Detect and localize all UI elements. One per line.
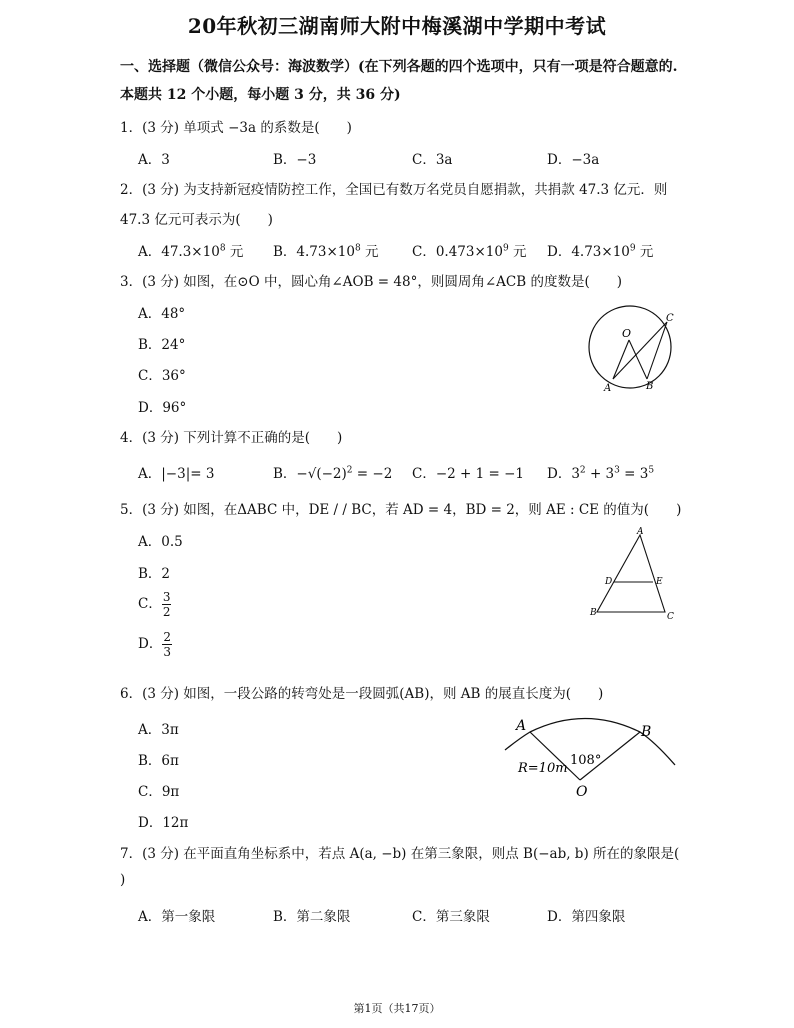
question-7-stem-line2: ) <box>120 872 126 888</box>
q4-option-d: D．$3^2 + 3^3 = 3^5$ <box>547 465 655 482</box>
q4-option-c: C．−2 + 1 = −1 <box>412 466 525 482</box>
q3-option-a: A．48° <box>138 306 186 322</box>
q3-label-b: B <box>646 381 654 392</box>
q3-option-d: D．96° <box>138 400 187 416</box>
q3-circle-figure <box>580 300 690 400</box>
q7-option-a: A．第一象限 <box>138 909 216 925</box>
q5-label-a: A <box>637 527 644 537</box>
question-2-stem-line1: 2．(3 分) 为支持新冠疫情防控工作，全国已有数万名党员自愿捐款，共捐款 47.3 亿元．则 <box>120 182 668 198</box>
q5-option-d: D． $\frac{2}{3}$ <box>138 630 171 659</box>
q1-option-c: C．3a <box>412 152 453 168</box>
q6-road-arc-figure <box>500 710 680 805</box>
q3-option-c: C．36° <box>138 368 186 384</box>
q6-option-b: B．6π <box>138 753 179 769</box>
q2-option-a: A．$47.3\times 10^8$ 元 <box>138 243 244 260</box>
q1-option-a: A．3 <box>138 152 170 168</box>
q3-label-o: O <box>622 327 632 340</box>
q2-option-d: D．$4.73\times 10^9$ 元 <box>547 243 654 260</box>
q5-label-c: C <box>667 612 674 622</box>
q5-label-b: B <box>590 608 597 618</box>
question-6-stem: 6．(3 分) 如图，一段公路的转弯处是一段圆弧(AB)，则 AB 的展直长度为( ) <box>120 686 604 702</box>
q4-option-b: B．$-√(-2)^2 = -2$ <box>273 465 393 482</box>
page-title: 20年秋初三湖南师大附中梅溪湖中学期中考试 <box>187 14 607 38</box>
section-heading-line1: 一、选择题（微信公众号：海波数学）(在下列各题的四个选项中，只有一项是符合题意的. <box>120 59 678 75</box>
q6-label-a: A <box>516 718 527 734</box>
q6-option-d: D．12π <box>138 815 189 831</box>
q6-label-o: O <box>576 784 588 800</box>
question-4-stem: 4．(3 分) 下列计算不正确的是( ) <box>120 430 343 446</box>
q5-option-c: C． $\frac{3}{2}$ <box>138 590 171 619</box>
q6-option-a: A．3π <box>138 722 179 738</box>
q7-option-c: C．第三象限 <box>412 909 490 925</box>
page-footer: 第1页（共17页） <box>353 1002 441 1015</box>
q2-option-c: C．$0.473\times 10^9$ 元 <box>412 243 527 260</box>
q5-triangle-figure <box>585 525 685 625</box>
section-heading-line2: 本题共 12 个小题，每小题 3 分，共 36 分) <box>120 87 401 103</box>
q5-option-a: A．0.5 <box>138 534 183 550</box>
q7-option-d: D．第四象限 <box>547 909 626 925</box>
q6-label-b: B <box>641 724 652 740</box>
q3-label-c: C <box>666 313 674 324</box>
q2-option-b: B．$4.73\times 10^8$ 元 <box>273 243 379 260</box>
q5-option-b: B．2 <box>138 566 171 582</box>
q7-option-b: B．第二象限 <box>273 909 351 925</box>
question-3-stem: 3．(3 分) 如图，在⊙O 中，圆心角∠AOB = 48°，则圆周角∠ACB 的度数是( ) <box>120 274 622 290</box>
question-7-stem-line1: 7．(3 分) 在平面直角坐标系中，若点 A(a, −b) 在第三象限，则点 B(−ab, b) 所在的象限是( <box>120 846 680 862</box>
q3-label-a: A <box>604 383 612 394</box>
q5-label-e: E <box>656 577 663 587</box>
question-1-stem: 1．(3 分) 单项式 −3a 的系数是( ) <box>120 120 352 136</box>
question-5-stem: 5．(3 分) 如图，在ΔABC 中，DE / / BC，若 AD = 4，BD = 2，则 AE : CE 的值为( ) <box>120 502 682 518</box>
q5-label-d: D <box>605 577 613 587</box>
q1-option-b: B．−3 <box>273 152 317 168</box>
q6-label-angle: 108° <box>570 753 602 768</box>
q4-option-a: A．|−3|= 3 <box>138 466 215 482</box>
q6-option-c: C．9π <box>138 784 180 800</box>
question-2-stem-line2: 47.3 亿元可表示为( ) <box>120 212 273 228</box>
q1-option-d: D．−3a <box>547 152 600 168</box>
q3-option-b: B．24° <box>138 337 186 353</box>
q6-label-radius: R=10m <box>518 761 568 776</box>
